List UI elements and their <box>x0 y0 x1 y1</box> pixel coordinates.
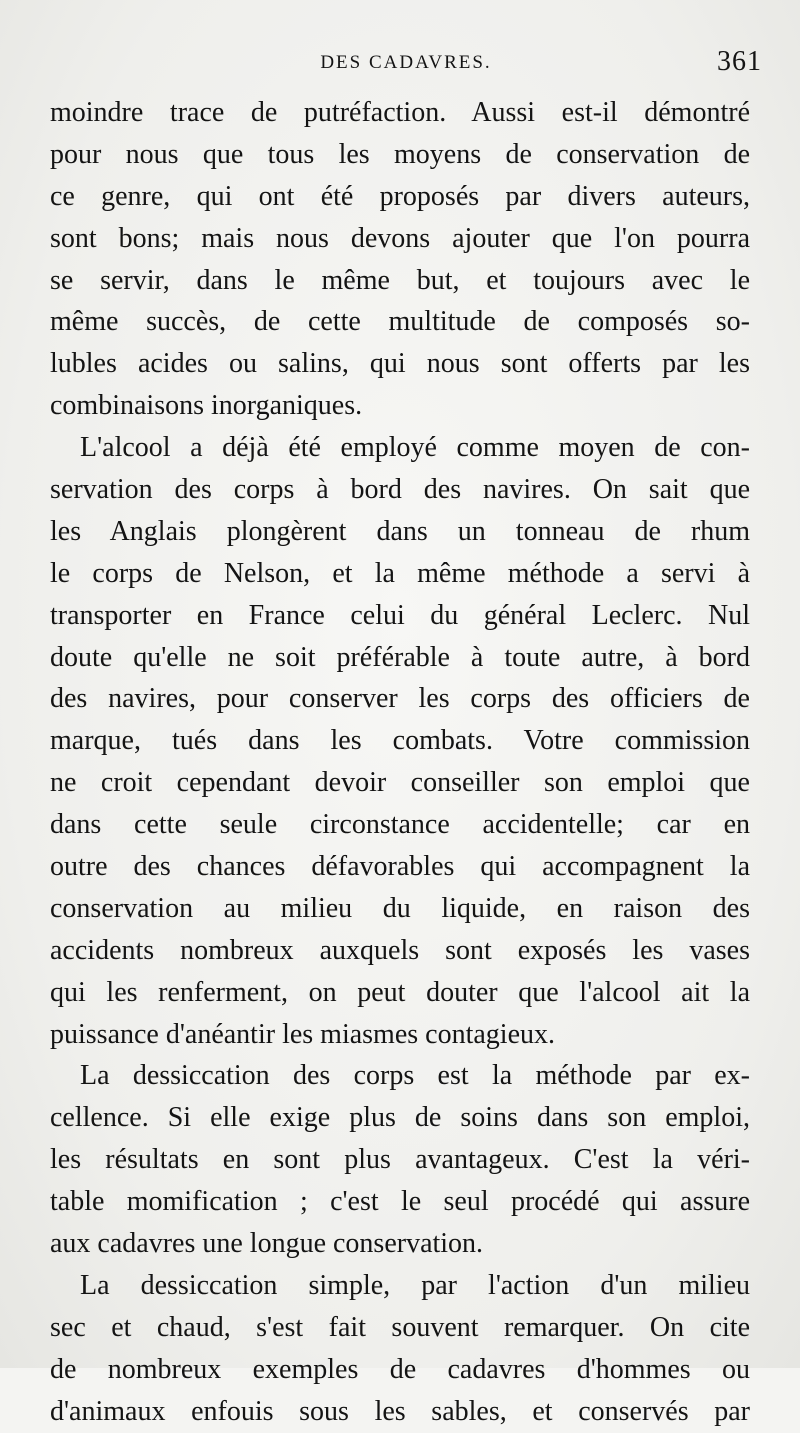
running-title: DES CADAVRES. <box>320 52 492 73</box>
text-line: pour nous que tous les moyens de conservation de <box>50 138 750 170</box>
text-line: doute qu'elle ne soit préférable à toute autre, à bord <box>50 641 750 673</box>
text-line: le corps de Nelson, et la même méthode a servi à <box>50 557 750 589</box>
text-line: cellence. Si elle exige plus de soins dans son emploi, <box>50 1102 750 1134</box>
paragraph <box>50 92 750 427</box>
running-head <box>50 46 762 82</box>
text-line: table momification ; c'est le seul procédé qui assure <box>50 1186 750 1218</box>
page-number: 361 <box>717 46 762 77</box>
paragraph <box>50 427 750 1055</box>
text-line: marque, tués dans les combats. Votre commission <box>50 725 750 757</box>
text-line: transporter en France celui du général Leclerc. Nul <box>50 599 750 631</box>
text-line: même succès, de cette multitude de composés so- <box>50 306 750 338</box>
text-line: ne croit cependant devoir conseiller son emploi que <box>50 767 750 799</box>
text-line: dans cette seule circonstance accidentelle; car en <box>50 809 750 841</box>
text-line: les Anglais plongèrent dans un tonneau de rhum <box>50 515 750 547</box>
text-line: aux cadavres une longue conservation. <box>50 1228 484 1260</box>
text-line: La dessiccation simple, par l'action d'un milieu <box>80 1269 750 1301</box>
text-line: se servir, dans le même but, et toujours avec le <box>50 264 750 296</box>
text-line: moindre trace de putréfaction. Aussi est-il démontré <box>50 97 750 128</box>
text-line: lubles acides ou salins, qui nous sont offerts par les <box>50 348 750 380</box>
text-line: puissance d'anéantir les miasmes contagieux. <box>50 1018 555 1050</box>
text-line: d'animaux enfouis sous les sables, et conservés par <box>50 1395 750 1427</box>
text-line: les résultats en sont plus avantageux. C'est la véri- <box>50 1144 750 1176</box>
text-line: sec et chaud, s'est fait souvent remarquer. On cite <box>50 1311 750 1343</box>
text-line: La dessiccation des corps est la méthode par ex- <box>80 1060 750 1092</box>
text-line: L'alcool a déjà été employé comme moyen de con- <box>80 432 750 464</box>
text-line: qui les renferment, on peut douter que l'alcool ait la <box>50 976 750 1008</box>
body-text <box>50 92 750 1433</box>
text-line: accidents nombreux auxquels sont exposés les vases <box>50 934 750 966</box>
text-line: ce genre, qui ont été proposés par divers auteurs, <box>50 180 750 212</box>
paragraph <box>50 1055 750 1264</box>
text-line: de nombreux exemples de cadavres d'hommes ou <box>50 1353 750 1385</box>
paragraph <box>50 1265 750 1433</box>
text-line: conservation au milieu du liquide, en raison des <box>50 892 750 924</box>
text-line: combinaisons inorganiques. <box>50 390 363 422</box>
text-line: outre des chances défavorables qui accompagnent la <box>50 851 750 883</box>
text-line: sont bons; mais nous devons ajouter que l'on pourra <box>50 222 750 254</box>
text-line: des navires, pour conserver les corps des officiers de <box>50 683 750 715</box>
text-line: servation des corps à bord des navires. On sait que <box>50 474 750 506</box>
